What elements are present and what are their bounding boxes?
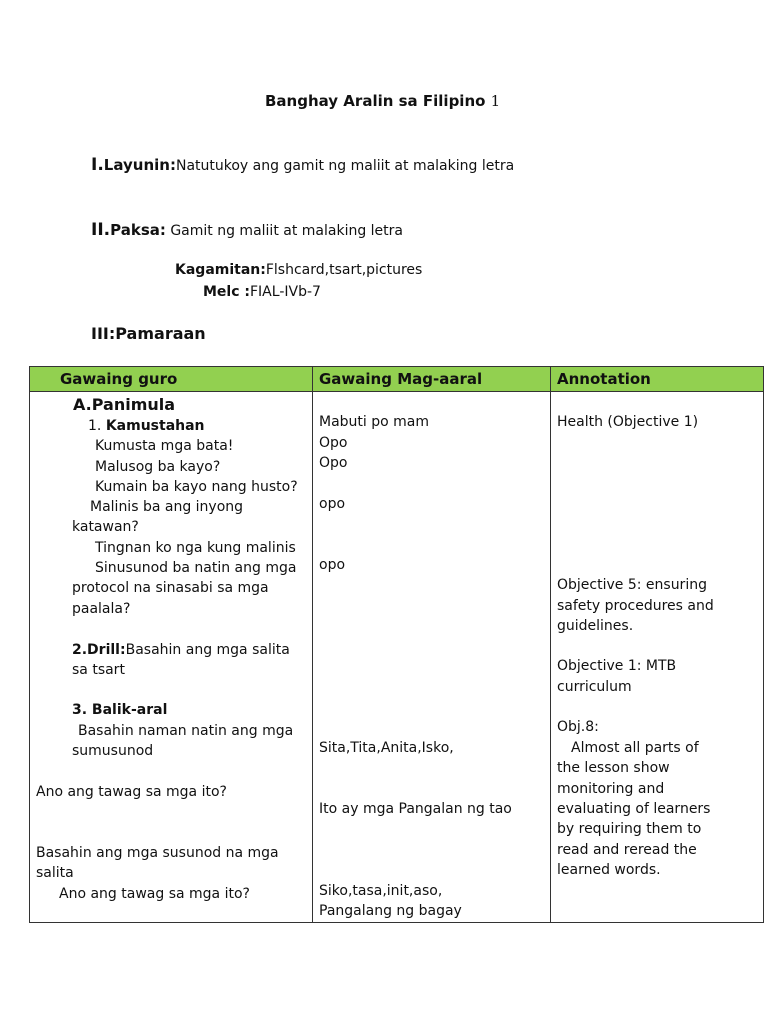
annotation-obj5-line: safety procedures and xyxy=(557,598,714,614)
kamustahan-num: 1. xyxy=(88,418,102,434)
guro-line: protocol na sinasabi sa mga xyxy=(72,580,269,596)
mag-aaral-line: Opo xyxy=(319,435,348,451)
balik-aral-label: 3. Balik-aral xyxy=(72,702,168,718)
layunin-section: I.Layunin:Natutukoy ang gamit ng maliit at malaking letra xyxy=(91,155,515,175)
guro-line: Sinusunod ba natin ang mga xyxy=(95,560,297,576)
header-gawaing-guro: Gawaing guro xyxy=(30,367,313,392)
layunin-label: Layunin xyxy=(103,156,170,174)
guro-line: Malinis ba ang inyong xyxy=(90,499,244,515)
paksa-roman: II xyxy=(91,220,104,240)
annotation-obj5-line: guidelines. xyxy=(557,618,634,634)
drill-text-2: sa tsart xyxy=(72,662,125,678)
question-1: Ano ang tawag sa mga ito? xyxy=(36,784,227,800)
annotation-obj1-line: curriculum xyxy=(557,679,632,695)
paksa-label: Paksa xyxy=(110,221,160,239)
annotation-obj8-line: Almost all parts of xyxy=(571,740,699,756)
mag-aaral-bagay-2: Pangalang ng bagay xyxy=(319,903,462,919)
mag-aaral-bagay-1: Siko,tasa,init,aso, xyxy=(319,883,443,899)
mag-aaral-names: Sita,Tita,Anita,Isko, xyxy=(319,740,454,756)
guro-line: Kumain ba kayo nang husto? xyxy=(95,479,298,495)
kamustahan-line xyxy=(88,416,205,436)
melc-label: Melc : xyxy=(203,284,250,300)
guro-line: Kumusta mga bata! xyxy=(95,438,234,454)
melc-text: FIAL-IVb-7 xyxy=(250,284,321,300)
pamaraan-label: III:Pamaraan xyxy=(91,324,206,343)
annotation-obj8-line: learned words. xyxy=(557,862,661,878)
annotation-cell xyxy=(551,392,764,923)
annotation-obj5-line: Objective 5: ensuring xyxy=(557,577,707,593)
table-header-row xyxy=(30,367,764,392)
annotation-obj8-line: Obj.8: xyxy=(557,719,599,735)
table-row xyxy=(30,392,764,923)
kamustahan-label: Kamustahan xyxy=(105,418,205,434)
page-title xyxy=(265,92,500,110)
mag-aaral-cell xyxy=(313,392,551,923)
kagamitan-label: Kagamitan: xyxy=(175,262,266,278)
annotation-obj8-line: by requiring them to xyxy=(557,821,702,837)
basahin-line: Basahin ang mga susunod na mga xyxy=(36,845,279,861)
annotation-obj8-line: the lesson show xyxy=(557,760,670,776)
drill-text: Basahin ang mga salita xyxy=(125,642,290,658)
annotation-obj8-line: read and reread the xyxy=(557,842,697,858)
balik-line: Basahin naman natin ang mga xyxy=(78,723,294,739)
kagamitan-line xyxy=(175,262,422,278)
header-annotation: Annotation xyxy=(551,367,764,392)
basahin-line: salita xyxy=(36,865,74,881)
drill-label: 2.Drill: xyxy=(72,642,126,658)
mag-aaral-pangalan: Ito ay mga Pangalan ng tao xyxy=(319,801,512,817)
mag-aaral-line: opo xyxy=(319,557,346,573)
guro-line: katawan? xyxy=(72,519,139,535)
header-gawaing-mag-aaral: Gawaing Mag-aaral xyxy=(313,367,551,392)
annotation-health: Health (Objective 1) xyxy=(557,414,699,430)
balik-line: sumusunod xyxy=(72,743,154,759)
paksa-text: Gamit ng maliit at malaking letra xyxy=(165,223,403,239)
annotation-obj8-line: evaluating of learners xyxy=(557,801,711,817)
paksa-section: II.Paksa: Gamit ng maliit at malaking letra xyxy=(91,220,403,240)
mag-aaral-line: Mabuti po mam xyxy=(319,414,430,430)
title-text: Banghay Aralin sa Filipino xyxy=(265,92,486,110)
guro-line: Malusog ba kayo? xyxy=(95,459,221,475)
mag-aaral-line: Opo xyxy=(319,455,348,471)
title-number: 1 xyxy=(490,92,501,110)
drill-line xyxy=(72,640,290,660)
pamaraan-heading xyxy=(91,324,206,343)
mag-aaral-line: opo xyxy=(319,496,346,512)
guro-line: Tingnan ko nga kung malinis xyxy=(95,540,296,556)
layunin-text: Natutukoy ang gamit ng maliit at malaking letra xyxy=(175,158,515,174)
panimula-heading: A.Panimula xyxy=(73,395,176,414)
layunin-roman: I xyxy=(91,155,98,175)
melc-line xyxy=(203,284,321,300)
kagamitan-text: Flshcard,tsart,pictures xyxy=(265,262,423,278)
annotation-obj8-line: monitoring and xyxy=(557,781,665,797)
question-2: Ano ang tawag sa mga ito? xyxy=(59,886,250,902)
lesson-plan-table xyxy=(29,366,764,923)
guro-line: paalala? xyxy=(72,601,131,617)
annotation-obj1-line: Objective 1: MTB xyxy=(557,658,677,674)
guro-cell xyxy=(30,392,313,923)
